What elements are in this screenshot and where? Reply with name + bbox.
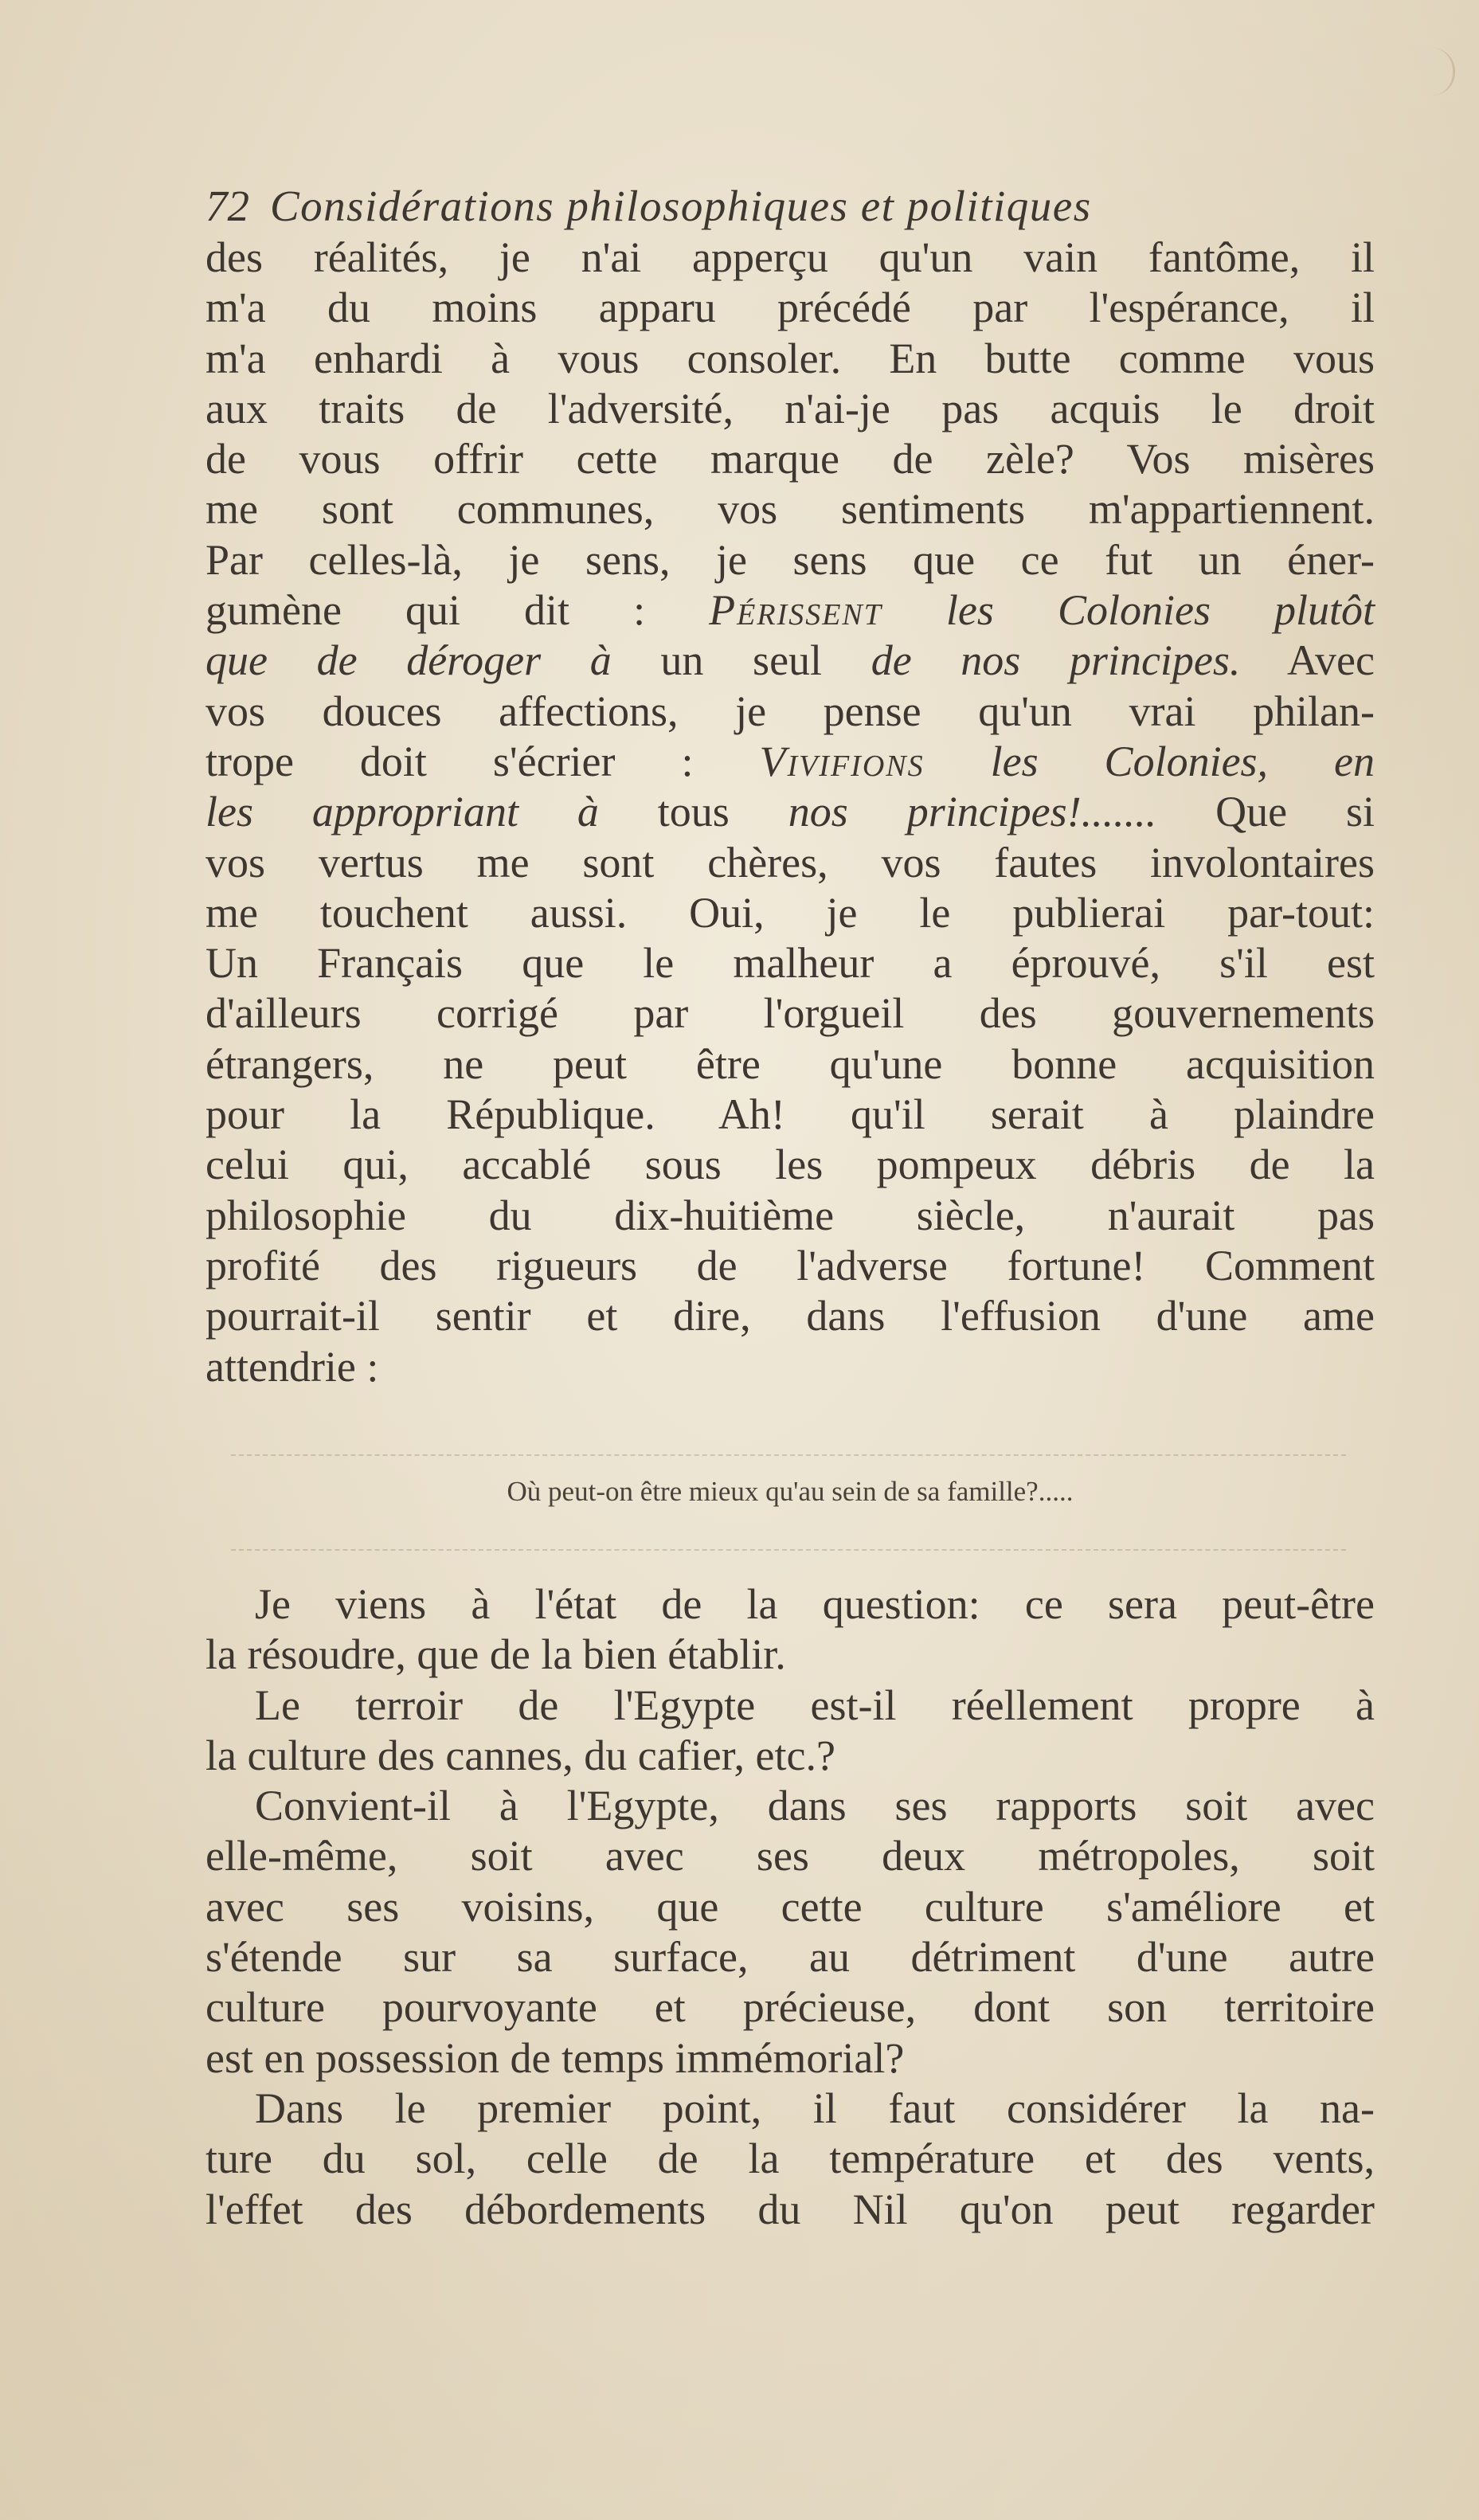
quoted-verse: Où peut-on être mieux qu'au sein de sa famille?.....: [507, 1476, 1074, 1507]
text-line: vos vertus me sont chères, vos fautes involontaires: [205, 838, 1375, 886]
page-edge-mark: [1432, 48, 1455, 96]
text-line: s'étende sur sa surface, au détriment d'une autre: [205, 1933, 1375, 1982]
text-line: Un Français que le malheur a éprouvé, s'il est: [205, 939, 1375, 988]
text-run: tous: [598, 788, 788, 836]
small-caps-run: Vivifions: [759, 737, 925, 785]
italic-run: les Colonies, en: [924, 737, 1375, 785]
running-head-title: Considérations philosophiques et politiques: [270, 182, 1092, 230]
text-line: Convient-il à l'Egypte, dans ses rapports soit avec: [255, 1782, 1375, 1830]
text-line: [205, 787, 1375, 837]
text-line: pourrait-il sentir et dire, dans l'effusion d'une ame: [205, 1292, 1375, 1340]
divider: [231, 1454, 1346, 1456]
text-line: [205, 585, 1375, 636]
text-line: vos douces affections, je pense qu'un vrai philan-: [205, 687, 1375, 735]
text-line: Le terroir de l'Egypte est-il réellement propre à: [255, 1681, 1375, 1729]
body-text-block-1: [205, 233, 1375, 1392]
text-line: m'a du moins apparu précédé par l'espérance, il: [205, 284, 1375, 332]
text-line: elle-même, soit avec ses deux métropoles, soit: [205, 1832, 1375, 1880]
text-run: gumène qui dit :: [205, 586, 710, 635]
text-line: m'a enhardi à vous consoler. En butte comme vous: [205, 334, 1375, 382]
text-line: attendrie :: [205, 1342, 379, 1391]
text-line: la culture des cannes, du cafier, etc.?: [205, 1731, 835, 1779]
italic-run: que de déroger à: [205, 636, 612, 685]
text-line: celui qui, accablé sous les pompeux débris de la: [205, 1141, 1375, 1189]
text-line: [205, 737, 1375, 787]
text-line: avec ses voisins, que cette culture s'améliore et: [205, 1882, 1375, 1931]
text-run: un seul: [611, 636, 871, 685]
text-line: Je viens à l'état de la question: ce sera peut-être: [255, 1580, 1375, 1628]
text-line: d'ailleurs corrigé par l'orgueil des gouvernements: [205, 989, 1375, 1038]
text-line: pour la République. Ah! qu'il serait à plaindre: [205, 1090, 1375, 1139]
small-caps-run: Périssent: [709, 586, 882, 635]
text-run: Que si: [1156, 788, 1375, 836]
italic-run: de nos principes.: [871, 636, 1241, 685]
page-number: 72: [205, 182, 249, 230]
text-line: la résoudre, que de la bien établir.: [205, 1630, 786, 1679]
italic-run: les Colonies plutôt: [882, 586, 1375, 635]
text-line: me touchent aussi. Oui, je le publierai par-tout:: [205, 888, 1375, 937]
text-line: étrangers, ne peut être qu'une bonne acquisition: [205, 1039, 1375, 1088]
body-text-block-2: [205, 1579, 1375, 2235]
text-line: profité des rigueurs de l'adverse fortune! Comment: [205, 1241, 1375, 1289]
text-line: me sont communes, vos sentiments m'appartiennent.: [205, 485, 1375, 534]
italic-run: nos principes!.......: [788, 788, 1157, 836]
text-line: Dans le premier point, il faut considérer la na-: [255, 2084, 1375, 2132]
text-line: culture pourvoyante et précieuse, dont son territoire: [205, 1983, 1375, 2032]
text-line: est en possession de temps immémorial?: [205, 2033, 905, 2082]
text-line: ture du sol, celle de la température et des vents,: [205, 2135, 1375, 2183]
text-run: trope doit s'écrier :: [205, 737, 760, 785]
divider: [231, 1549, 1346, 1551]
italic-run: les appropriant à: [205, 788, 599, 836]
running-head: [205, 180, 1375, 233]
text-run: Avec: [1240, 636, 1375, 685]
text-line: l'effet des débordements du Nil qu'on peut regarder: [205, 2185, 1375, 2233]
text-line: [205, 636, 1375, 686]
text-line: de vous offrir cette marque de zèle? Vos misères: [205, 435, 1375, 483]
text-line: des réalités, je n'ai apperçu qu'un vain fantôme, il: [205, 233, 1375, 281]
text-line: aux traits de l'adversité, n'ai-je pas acquis le droit: [205, 384, 1375, 432]
text-line: philosophie du dix-huitième siècle, n'aurait pas: [205, 1191, 1375, 1239]
text-line: Par celles-là, je sens, je sens que ce fut un éner-: [205, 535, 1375, 584]
